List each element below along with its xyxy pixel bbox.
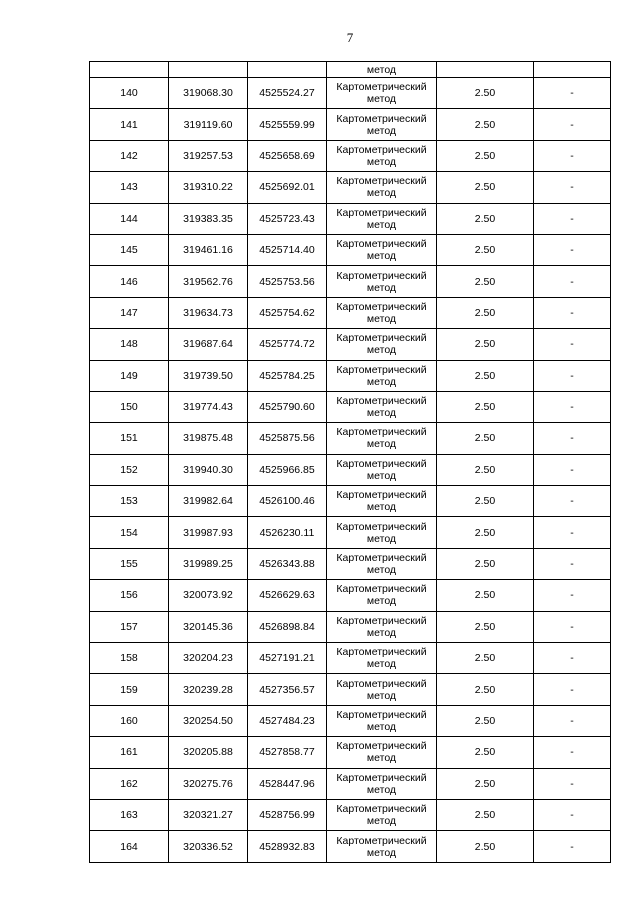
cell-point: 147 <box>90 297 169 328</box>
table-row <box>90 831 611 862</box>
cell-method: Картометрический метод <box>327 140 437 171</box>
table-row <box>90 486 611 517</box>
table-row <box>90 203 611 234</box>
cell-x: 319119.60 <box>169 109 248 140</box>
cell-accuracy: 2.50 <box>437 799 534 830</box>
cell-method: Картометрический метод <box>327 705 437 736</box>
cell-accuracy: 2.50 <box>437 360 534 391</box>
cell-note: - <box>534 109 611 140</box>
cell-accuracy: 2.50 <box>437 705 534 736</box>
cell-method: Картометрический метод <box>327 737 437 768</box>
cell-note: - <box>534 297 611 328</box>
cell-y: 4526343.88 <box>248 548 327 579</box>
cell-accuracy: 2.50 <box>437 297 534 328</box>
cell-method: Картометрический метод <box>327 580 437 611</box>
cell-note: - <box>534 391 611 422</box>
cell-y: 4525784.25 <box>248 360 327 391</box>
cell-point: 143 <box>90 172 169 203</box>
cell-x: 319687.64 <box>169 329 248 360</box>
cell-y: 4528932.83 <box>248 831 327 862</box>
cell-y: 4525774.72 <box>248 329 327 360</box>
cell-x: 319461.16 <box>169 234 248 265</box>
cell-note: - <box>534 423 611 454</box>
table-row <box>90 611 611 642</box>
cell-note: - <box>534 140 611 171</box>
cell-accuracy: 2.50 <box>437 454 534 485</box>
cell-point: 153 <box>90 486 169 517</box>
cell-method: Картометрический метод <box>327 109 437 140</box>
table-row <box>90 517 611 548</box>
cell-method: Картометрический метод <box>327 78 437 109</box>
cell-note: - <box>534 172 611 203</box>
cell-point: 155 <box>90 548 169 579</box>
cell-x: 319739.50 <box>169 360 248 391</box>
cell-x <box>169 62 248 78</box>
cell-point: 148 <box>90 329 169 360</box>
cell-note: - <box>534 643 611 674</box>
cell-note: - <box>534 674 611 705</box>
cell-method: Картометрический метод <box>327 611 437 642</box>
cell-x: 320073.92 <box>169 580 248 611</box>
cell-y: 4525753.56 <box>248 266 327 297</box>
cell-x: 320239.28 <box>169 674 248 705</box>
cell-accuracy: 2.50 <box>437 674 534 705</box>
cell-point: 141 <box>90 109 169 140</box>
cell-y: 4525559.99 <box>248 109 327 140</box>
cell-accuracy: 2.50 <box>437 329 534 360</box>
cell-note: - <box>534 611 611 642</box>
cell-note: - <box>534 454 611 485</box>
cell-accuracy: 2.50 <box>437 391 534 422</box>
cell-x: 319068.30 <box>169 78 248 109</box>
cell-method: Картометрический метод <box>327 643 437 674</box>
cell-note: - <box>534 705 611 736</box>
cell-x: 320321.27 <box>169 799 248 830</box>
cell-x: 319383.35 <box>169 203 248 234</box>
cell-point: 151 <box>90 423 169 454</box>
cell-point: 161 <box>90 737 169 768</box>
cell-point: 144 <box>90 203 169 234</box>
cell-x: 320205.88 <box>169 737 248 768</box>
cell-method: Картометрический метод <box>327 799 437 830</box>
cell-point: 157 <box>90 611 169 642</box>
cell-accuracy <box>437 62 534 78</box>
cell-point: 154 <box>90 517 169 548</box>
cell-y: 4525658.69 <box>248 140 327 171</box>
coordinates-table-body <box>90 62 611 863</box>
cell-accuracy: 2.50 <box>437 140 534 171</box>
cell-x: 319257.53 <box>169 140 248 171</box>
cell-point: 140 <box>90 78 169 109</box>
table-row <box>90 674 611 705</box>
cell-x: 319562.76 <box>169 266 248 297</box>
cell-method: Картометрический метод <box>327 831 437 862</box>
cell-accuracy: 2.50 <box>437 486 534 517</box>
cell-note: - <box>534 768 611 799</box>
cell-y: 4525692.01 <box>248 172 327 203</box>
cell-accuracy: 2.50 <box>437 78 534 109</box>
table-row <box>90 234 611 265</box>
cell-y: 4525875.56 <box>248 423 327 454</box>
cell-y: 4525754.62 <box>248 297 327 328</box>
cell-point: 145 <box>90 234 169 265</box>
cell-x: 320336.52 <box>169 831 248 862</box>
cell-point: 149 <box>90 360 169 391</box>
cell-method: Картометрический метод <box>327 360 437 391</box>
cell-y: 4527356.57 <box>248 674 327 705</box>
cell-y: 4525524.27 <box>248 78 327 109</box>
cell-note: - <box>534 234 611 265</box>
cell-point: 160 <box>90 705 169 736</box>
cell-y: 4527484.23 <box>248 705 327 736</box>
cell-method: Картометрический метод <box>327 203 437 234</box>
table-row <box>90 391 611 422</box>
cell-y <box>248 62 327 78</box>
cell-method: Картометрический метод <box>327 454 437 485</box>
table-row <box>90 737 611 768</box>
table-row <box>90 78 611 109</box>
cell-method: Картометрический метод <box>327 266 437 297</box>
cell-method: Картометрический метод <box>327 329 437 360</box>
cell-method: Картометрический метод <box>327 172 437 203</box>
cell-point: 158 <box>90 643 169 674</box>
cell-note: - <box>534 329 611 360</box>
table-row <box>90 454 611 485</box>
cell-method: Картометрический метод <box>327 391 437 422</box>
cell-note: - <box>534 486 611 517</box>
table-row <box>90 423 611 454</box>
cell-note: - <box>534 831 611 862</box>
cell-x: 319987.93 <box>169 517 248 548</box>
cell-x: 319875.48 <box>169 423 248 454</box>
coordinates-table <box>89 61 611 863</box>
table-row <box>90 643 611 674</box>
cell-x: 319774.43 <box>169 391 248 422</box>
cell-method: Картометрический метод <box>327 548 437 579</box>
cell-method: Картометрический метод <box>327 486 437 517</box>
cell-point: 156 <box>90 580 169 611</box>
cell-method: Картометрический метод <box>327 423 437 454</box>
cell-method: метод <box>327 62 437 78</box>
cell-x: 320254.50 <box>169 705 248 736</box>
cell-x: 319989.25 <box>169 548 248 579</box>
cell-accuracy: 2.50 <box>437 768 534 799</box>
cell-y: 4527191.21 <box>248 643 327 674</box>
cell-method: Картометрический метод <box>327 768 437 799</box>
cell-x: 319982.64 <box>169 486 248 517</box>
cell-note: - <box>534 737 611 768</box>
cell-method: Картометрический метод <box>327 674 437 705</box>
cell-y: 4527858.77 <box>248 737 327 768</box>
cell-x: 319634.73 <box>169 297 248 328</box>
cell-y: 4525723.43 <box>248 203 327 234</box>
cell-note: - <box>534 266 611 297</box>
cell-note: - <box>534 548 611 579</box>
cell-accuracy: 2.50 <box>437 580 534 611</box>
table-row <box>90 329 611 360</box>
cell-accuracy: 2.50 <box>437 737 534 768</box>
cell-accuracy: 2.50 <box>437 517 534 548</box>
table-row <box>90 140 611 171</box>
table-row <box>90 580 611 611</box>
cell-x: 319310.22 <box>169 172 248 203</box>
cell-accuracy: 2.50 <box>437 831 534 862</box>
cell-y: 4528756.99 <box>248 799 327 830</box>
cell-accuracy: 2.50 <box>437 643 534 674</box>
table-row <box>90 705 611 736</box>
cell-x: 320275.76 <box>169 768 248 799</box>
table-row <box>90 172 611 203</box>
table-row <box>90 768 611 799</box>
cell-x: 319940.30 <box>169 454 248 485</box>
cell-point: 142 <box>90 140 169 171</box>
cell-point: 164 <box>90 831 169 862</box>
cell-accuracy: 2.50 <box>437 266 534 297</box>
cell-note: - <box>534 580 611 611</box>
table-row <box>90 266 611 297</box>
cell-y: 4526230.11 <box>248 517 327 548</box>
cell-note: - <box>534 799 611 830</box>
cell-method: Картометрический метод <box>327 234 437 265</box>
cell-y: 4528447.96 <box>248 768 327 799</box>
cell-y: 4526898.84 <box>248 611 327 642</box>
cell-method: Картометрический метод <box>327 297 437 328</box>
cell-y: 4525714.40 <box>248 234 327 265</box>
cell-method: Картометрический метод <box>327 517 437 548</box>
cell-note: - <box>534 78 611 109</box>
cell-y: 4526100.46 <box>248 486 327 517</box>
cell-accuracy: 2.50 <box>437 611 534 642</box>
table-row <box>90 109 611 140</box>
continuation-row <box>90 62 611 78</box>
cell-y: 4525790.60 <box>248 391 327 422</box>
cell-point: 152 <box>90 454 169 485</box>
cell-note: - <box>534 360 611 391</box>
cell-accuracy: 2.50 <box>437 172 534 203</box>
table-row <box>90 799 611 830</box>
cell-x: 320145.36 <box>169 611 248 642</box>
cell-accuracy: 2.50 <box>437 423 534 454</box>
table-row <box>90 548 611 579</box>
cell-note <box>534 62 611 78</box>
cell-point: 150 <box>90 391 169 422</box>
cell-point <box>90 62 169 78</box>
page-number: 7 <box>346 30 354 45</box>
cell-y: 4525966.85 <box>248 454 327 485</box>
cell-x: 320204.23 <box>169 643 248 674</box>
cell-note: - <box>534 203 611 234</box>
cell-accuracy: 2.50 <box>437 548 534 579</box>
cell-y: 4526629.63 <box>248 580 327 611</box>
cell-accuracy: 2.50 <box>437 234 534 265</box>
cell-point: 159 <box>90 674 169 705</box>
cell-point: 162 <box>90 768 169 799</box>
cell-point: 163 <box>90 799 169 830</box>
cell-accuracy: 2.50 <box>437 203 534 234</box>
table-row <box>90 360 611 391</box>
cell-note: - <box>534 517 611 548</box>
cell-accuracy: 2.50 <box>437 109 534 140</box>
cell-point: 146 <box>90 266 169 297</box>
table-row <box>90 297 611 328</box>
